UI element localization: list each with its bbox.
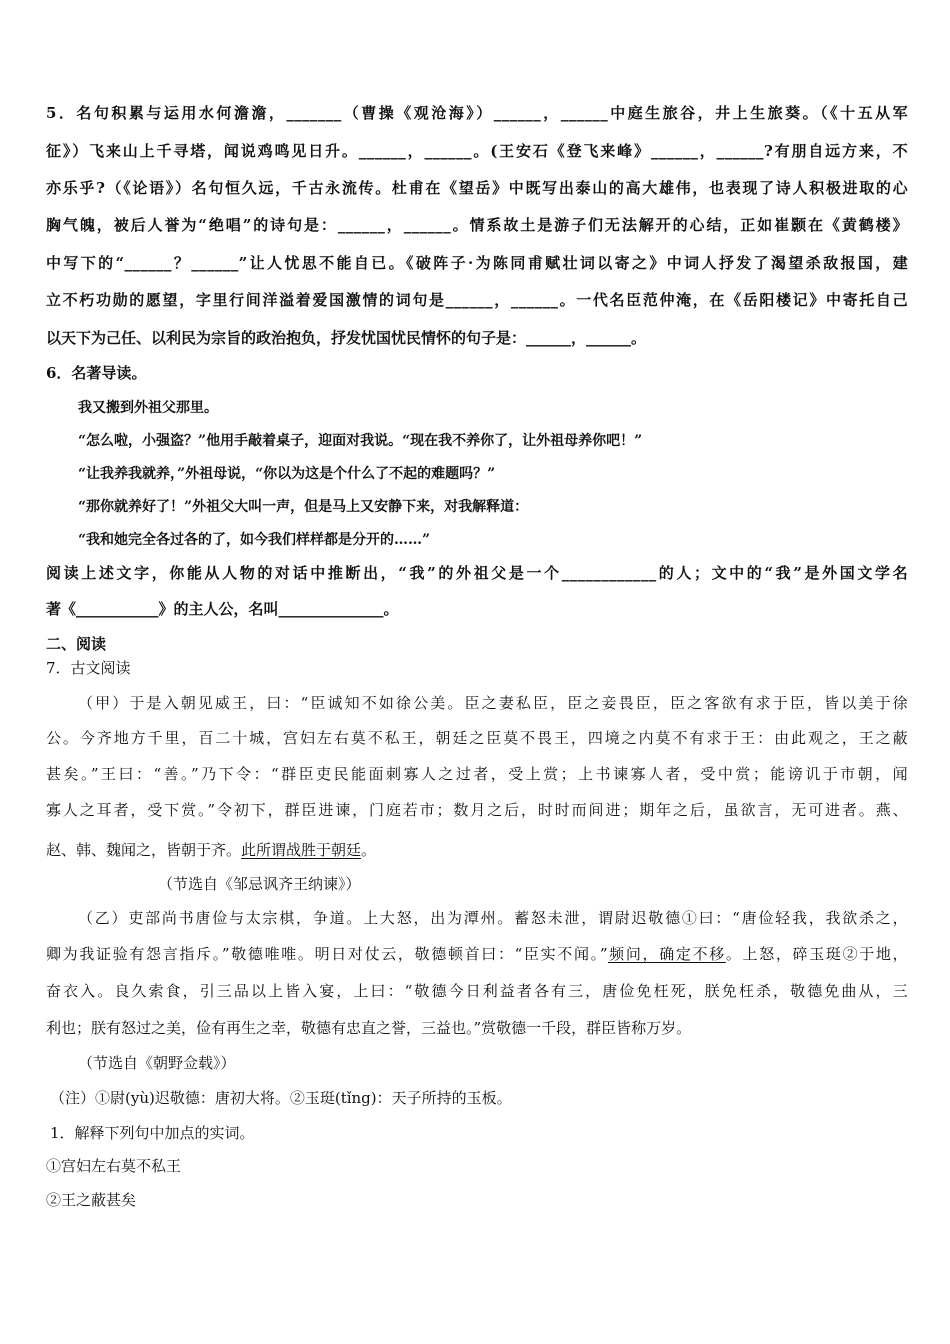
q7-jia-line-4: 寡人之耳者，受下赏。”令初下，群臣进谏，门庭若市；数月之后，时时而间进；期年之后，虽欲言，无可进者。燕、 xyxy=(46,801,908,819)
q6-passage-line: “让我养我就养，”外祖母说，“你以为这是个什么了不起的难题吗？” xyxy=(78,466,496,482)
q5-line-2: 征》）飞来山上千寻塔，闻说鸡鸣见日升。______，______。(王安石《登飞来峰》______，______?有朋自远方来，不 xyxy=(46,142,908,160)
q7-yi-line-1: （乙）吏部尚书唐俭与太宗棋，争道。上大怒，出为潭州。蓄怒未泄，谓尉迟敬德①曰：“唐俭轻我，我欲杀之， xyxy=(78,909,908,927)
q7-jia-line-2: 公。今齐地方千里，百二十城，宫妇左右莫不私王，朝廷之臣莫不畏王，四境之内莫不有求于王：由此观之，王之蔽 xyxy=(46,729,908,747)
q7-jia-underlined-sentence: 此所谓战胜于朝廷 xyxy=(241,841,362,859)
q6-question-line-1: 阅读上述文字，你能从人物的对话中推断出，“我”的外祖父是一个____________的人；文中的“我”是外国文学名 xyxy=(46,564,908,582)
q6-passage-line: “我和她完全各过各的了，如今我们样样都是分开的……” xyxy=(78,532,431,548)
q7-yi-line-2 xyxy=(46,943,908,964)
q7-title: 7．古文阅读 xyxy=(46,659,131,677)
q7-jia-line-1: （甲）于是入朝见威王，曰：“臣诚知不如徐公美。臣之妻私臣，臣之妾畏臣，臣之客欲有求于臣，皆以美于徐 xyxy=(78,694,908,712)
q7-sub1-title: 1．解释下列句中加点的实词。 xyxy=(50,1124,255,1142)
q7-note: （注）①尉(yù)迟敬德：唐初大将。②玉珽(tǐng)：天子所持的玉板。 xyxy=(50,1089,512,1107)
q7-yi-line-3: 奋衣入。良久索食，引三品以上皆入宴，上曰：“敬德今日利益者各有三，唐俭免枉死，朕免枉杀，敬德免曲从，三 xyxy=(46,982,908,1000)
q7-jia-last-plain: 赵、韩、魏闻之，皆朝于齐。 xyxy=(46,841,242,859)
q5-line-7: 以天下为己任、以利民为宗旨的政治抱负，抒发忧国忧民情怀的句子是：______，______。 xyxy=(46,329,647,347)
q5-line-4: 胸气魄，被后人誉为“绝唱”的诗句是：______，______。情系故土是游子们无法解开的心结，正如崔颢在《黄鹤楼》 xyxy=(46,216,908,234)
q6-passage-line: “那你就养好了！”外祖父大叫一声，但是马上又安静下来，对我解释道： xyxy=(78,499,529,515)
q7-jia-source: （节选自《邹忌讽齐王纳谏》） xyxy=(158,875,361,893)
q7-yi-line-2-b: 。上怒，碎玉珽②于地， xyxy=(725,945,908,963)
q5-line-3: 亦乐乎?（《论语》）名句恒久远，千古永流传。杜甫在《望岳》中既写出泰山的高大雄伟，也表现了诗人积极进取的心 xyxy=(46,179,908,197)
section-title-reading: 二、阅读 xyxy=(46,635,107,653)
q5-line-6: 立不朽功勋的愿望，字里行间洋溢着爱国激情的词句是______，______。一代名臣范仲淹，在《岳阳楼记》中寄托自己 xyxy=(46,291,908,309)
q7-yi-line-2-a: 卿为我证验有怨言指斥。”敬德唯唯。明日对仗云，敬德顿首曰：“臣实不闻。” xyxy=(46,945,608,963)
q5-line-1: 5．名句积累与运用水何澹澹，_______（曹操《观沧海》）______，______中庭生旅谷，井上生旅葵。（《十五从军 xyxy=(46,104,908,122)
q7-sub1-item-2: ②王之蔽甚矣 xyxy=(46,1191,137,1209)
q7-yi-line-4: 利也；朕有怒过之美，俭有再生之幸，敬德有忠直之誉，三益也。”赏敬德一千段，群臣皆称万岁。 xyxy=(46,1019,692,1037)
q7-jia-last-end: 。 xyxy=(361,841,377,859)
q7-sub1-item-1: ①宫妇左右莫不私王 xyxy=(46,1157,182,1175)
q6-title: 6．名著导读。 xyxy=(46,364,147,382)
q5-line-5: 中写下的“______？______”让人忧思不能自已。《破阵子·为陈同甫赋壮词以寄之》中词人抒发了渴望杀敌报国，建 xyxy=(46,254,908,272)
q7-jia-line-3: 甚矣。”王曰：“善。”乃下令：“群臣吏民能面刺寡人之过者，受上赏；上书谏寡人者，受中赏；能谤讥于市朝，闻 xyxy=(46,765,908,783)
q6-passage-line: 我又搬到外祖父那里。 xyxy=(78,400,218,416)
q7-jia-line-5 xyxy=(46,839,908,860)
q6-question-line-2: 著《___________》的主人公，名叫______________。 xyxy=(46,600,399,618)
q7-yi-source: （节选自《朝野佥载》） xyxy=(78,1054,236,1072)
q7-yi-underlined-phrase: 频问，确定不移 xyxy=(607,945,726,963)
q6-passage-line: “怎么啦，小强盗？”他用手敲着桌子，迎面对我说。“现在我不养你了，让外祖母养你吧！” xyxy=(78,433,643,449)
